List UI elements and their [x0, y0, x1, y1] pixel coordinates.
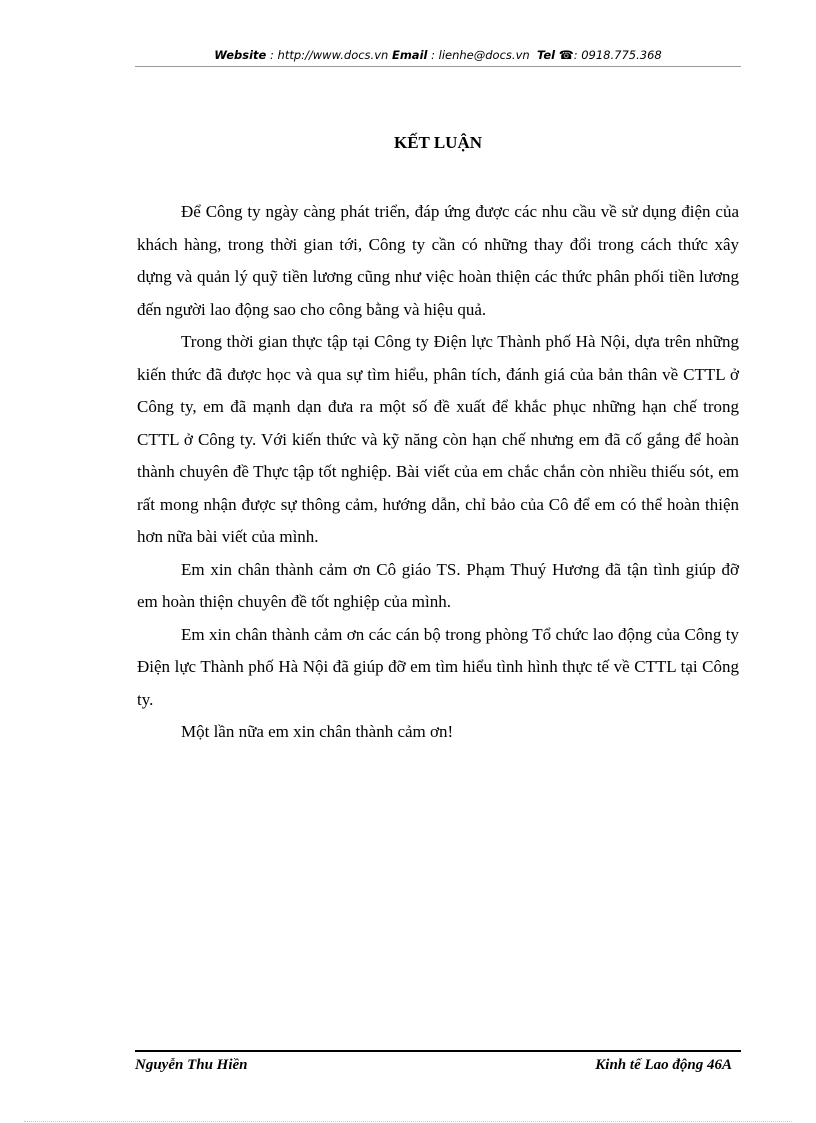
page-header: [135, 47, 741, 63]
tel-number: 0918.775.368: [581, 48, 662, 62]
footer-divider: [135, 1050, 741, 1052]
email-label: Email: [391, 48, 428, 62]
paragraph-2: Trong thời gian thực tập tại Công ty Điện lực Thành phố Hà Nội, dựa trên những kiến thức đã được học và qua sự tìm hiểu, phân tích, đánh giá của bản thân về CTTL ở Công ty, em đã mạnh dạn đưa ra một số đề xuất để khắc phục những hạn chế trong CTTL ở Công ty. Với kiến thức và kỹ năng còn hạn chế nhưng em đã cố gắng để hoàn thành chuyên đề Thực tập tốt nghiệp. Bài viết của em chắc chắn còn nhiều thiếu sót, em rất mong nhận được sự thông cảm, hướng dẫn, chỉ bảo của Cô để em có thể hoàn thiện hơn nữa bài viết của mình.: [137, 332, 739, 546]
document-body: [137, 196, 739, 749]
paragraph-1: Để Công ty ngày càng phát triển, đáp ứng được các nhu cầu về sử dụng điện của khách hàng, trong thời gian tới, Công ty cần có những thay đổi trong cách thức xây dựng và quản lý quỹ tiền lương cũng như việc hoàn thiện các thức phân phối tiền lương đến người lao động sao cho công bằng và hiệu quả.: [137, 202, 739, 319]
tel-separator: :: [573, 48, 582, 62]
tel-label: Tel: [536, 48, 556, 62]
email-separator: :: [427, 48, 439, 62]
website-separator: :: [266, 48, 278, 62]
page-bottom-edge: [24, 1121, 792, 1122]
website-label: Website: [214, 48, 267, 62]
page-title: KẾT LUẬN: [393, 133, 482, 152]
phone-icon: ☎: [558, 48, 574, 62]
website-url[interactable]: http://www.docs.vn: [277, 48, 389, 62]
footer-class: Kinh tế Lao động 46A: [595, 1057, 732, 1073]
footer-author: Nguyễn Thu Hiền: [135, 1057, 248, 1073]
email-address[interactable]: lienhe@docs.vn: [438, 48, 530, 62]
header-divider: [135, 66, 741, 67]
paragraph-5: Một lần nữa em xin chân thành cảm ơn!: [181, 722, 454, 741]
paragraph-4: Em xin chân thành cảm ơn các cán bộ trong phòng Tổ chức lao động của Công ty Điện lực Thành phố Hà Nội đã giúp đỡ em tìm hiểu tình hình thực tế về CTTL tại Công ty.: [137, 624, 739, 709]
paragraph-3: Em xin chân thành cảm ơn Cô giáo TS. Phạm Thuý Hương đã tận tình giúp đỡ em hoàn thiện chuyên đề tốt nghiệp của mình.: [137, 559, 739, 611]
